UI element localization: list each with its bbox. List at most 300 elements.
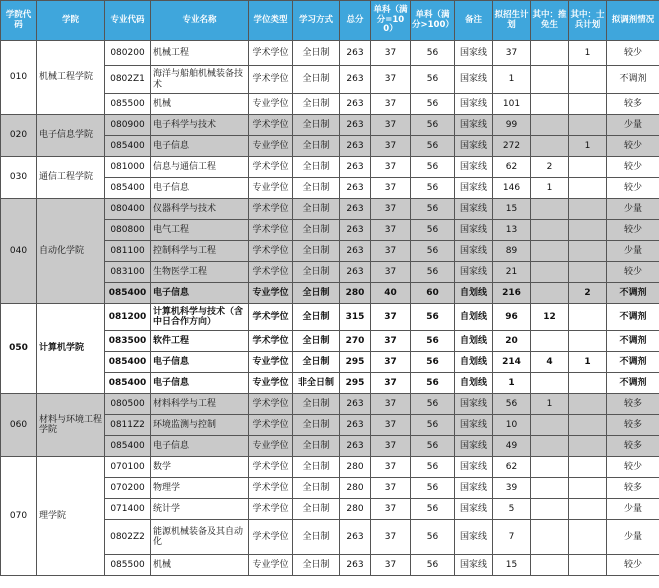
major-name-cell: 仪器科学与技术 bbox=[151, 199, 249, 220]
adjust-status-cell: 较少 bbox=[607, 41, 659, 66]
soldier-count-cell bbox=[569, 499, 607, 520]
major-name-cell: 机械 bbox=[151, 94, 249, 115]
planned-count-cell: 146 bbox=[493, 178, 531, 199]
planned-count-cell: 1 bbox=[493, 66, 531, 94]
major-name-cell: 统计学 bbox=[151, 499, 249, 520]
recommended-count-cell bbox=[531, 520, 569, 555]
recommended-count-cell: 1 bbox=[531, 178, 569, 199]
total-score-cell: 270 bbox=[340, 331, 371, 352]
single-100-score-cell: 37 bbox=[371, 520, 411, 555]
adjust-status-cell: 较少 bbox=[607, 457, 659, 478]
study-mode-cell: 全日制 bbox=[293, 41, 340, 66]
soldier-count-cell bbox=[569, 415, 607, 436]
total-score-cell: 263 bbox=[340, 262, 371, 283]
soldier-count-cell bbox=[569, 373, 607, 394]
planned-count-cell: 216 bbox=[493, 283, 531, 304]
study-mode-cell: 全日制 bbox=[293, 136, 340, 157]
note-cell: 国家线 bbox=[455, 394, 493, 415]
degree-type-cell: 学术学位 bbox=[249, 331, 293, 352]
adjust-status-cell: 不调剂 bbox=[607, 331, 659, 352]
header-college-code: 学院代码 bbox=[1, 1, 37, 41]
recommended-count-cell: 12 bbox=[531, 304, 569, 331]
college-code-cell: 060 bbox=[1, 394, 37, 457]
note-cell: 国家线 bbox=[455, 499, 493, 520]
major-name-cell: 电子信息 bbox=[151, 352, 249, 373]
planned-count-cell: 56 bbox=[493, 394, 531, 415]
adjust-status-cell: 少量 bbox=[607, 520, 659, 555]
study-mode-cell: 全日制 bbox=[293, 178, 340, 199]
major-code-cell: 085400 bbox=[105, 352, 151, 373]
recommended-count-cell bbox=[531, 331, 569, 352]
study-mode-cell: 全日制 bbox=[293, 436, 340, 457]
table-row bbox=[1, 394, 659, 415]
total-score-cell: 263 bbox=[340, 520, 371, 555]
recommended-count-cell bbox=[531, 499, 569, 520]
single-100-score-cell: 37 bbox=[371, 241, 411, 262]
soldier-count-cell bbox=[569, 304, 607, 331]
total-score-cell: 263 bbox=[340, 415, 371, 436]
soldier-count-cell bbox=[569, 157, 607, 178]
single-100-score-cell: 37 bbox=[371, 457, 411, 478]
recommended-count-cell bbox=[531, 373, 569, 394]
planned-count-cell: 39 bbox=[493, 478, 531, 499]
major-name-cell: 机械 bbox=[151, 555, 249, 576]
degree-type-cell: 学术学位 bbox=[249, 66, 293, 94]
study-mode-cell: 全日制 bbox=[293, 262, 340, 283]
study-mode-cell: 全日制 bbox=[293, 199, 340, 220]
single-gt100-score-cell: 56 bbox=[411, 157, 455, 178]
header-college: 学院 bbox=[37, 1, 105, 41]
header-single-100: 单科（满分=100） bbox=[371, 1, 411, 41]
adjust-status-cell: 较少 bbox=[607, 157, 659, 178]
major-name-cell: 海洋与船舶机械装备技术 bbox=[151, 66, 249, 94]
degree-type-cell: 专业学位 bbox=[249, 178, 293, 199]
single-100-score-cell: 37 bbox=[371, 220, 411, 241]
planned-count-cell: 20 bbox=[493, 331, 531, 352]
single-100-score-cell: 37 bbox=[371, 352, 411, 373]
header-adjust: 拟调剂情况 bbox=[607, 1, 659, 41]
recommended-count-cell bbox=[531, 457, 569, 478]
degree-type-cell: 学术学位 bbox=[249, 199, 293, 220]
recommended-count-cell bbox=[531, 66, 569, 94]
soldier-count-cell: 1 bbox=[569, 41, 607, 66]
recommended-count-cell bbox=[531, 262, 569, 283]
planned-count-cell: 99 bbox=[493, 115, 531, 136]
recommended-count-cell bbox=[531, 436, 569, 457]
recommended-count-cell bbox=[531, 415, 569, 436]
single-100-score-cell: 37 bbox=[371, 115, 411, 136]
study-mode-cell: 全日制 bbox=[293, 66, 340, 94]
soldier-count-cell: 2 bbox=[569, 283, 607, 304]
planned-count-cell: 37 bbox=[493, 41, 531, 66]
college-name-cell: 计算机学院 bbox=[37, 304, 105, 394]
note-cell: 自划线 bbox=[455, 373, 493, 394]
total-score-cell: 263 bbox=[340, 394, 371, 415]
major-code-cell: 070100 bbox=[105, 457, 151, 478]
table-body bbox=[1, 41, 659, 576]
single-gt100-score-cell: 56 bbox=[411, 66, 455, 94]
major-code-cell: 081200 bbox=[105, 304, 151, 331]
single-100-score-cell: 37 bbox=[371, 555, 411, 576]
major-code-cell: 083100 bbox=[105, 262, 151, 283]
total-score-cell: 263 bbox=[340, 178, 371, 199]
planned-count-cell: 5 bbox=[493, 499, 531, 520]
major-name-cell: 机械工程 bbox=[151, 41, 249, 66]
table-row bbox=[1, 115, 659, 136]
study-mode-cell: 全日制 bbox=[293, 115, 340, 136]
soldier-count-cell: 1 bbox=[569, 352, 607, 373]
note-cell: 国家线 bbox=[455, 66, 493, 94]
recommended-count-cell bbox=[531, 199, 569, 220]
study-mode-cell: 全日制 bbox=[293, 352, 340, 373]
adjust-status-cell: 较多 bbox=[607, 94, 659, 115]
planned-count-cell: 15 bbox=[493, 555, 531, 576]
single-100-score-cell: 37 bbox=[371, 436, 411, 457]
total-score-cell: 315 bbox=[340, 304, 371, 331]
adjust-status-cell: 较少 bbox=[607, 555, 659, 576]
single-gt100-score-cell: 56 bbox=[411, 94, 455, 115]
single-gt100-score-cell: 56 bbox=[411, 520, 455, 555]
major-code-cell: 0802Z2 bbox=[105, 520, 151, 555]
soldier-count-cell bbox=[569, 331, 607, 352]
single-gt100-score-cell: 56 bbox=[411, 499, 455, 520]
single-gt100-score-cell: 56 bbox=[411, 436, 455, 457]
planned-count-cell: 1 bbox=[493, 373, 531, 394]
major-name-cell: 生物医学工程 bbox=[151, 262, 249, 283]
planned-count-cell: 13 bbox=[493, 220, 531, 241]
study-mode-cell: 全日制 bbox=[293, 457, 340, 478]
single-100-score-cell: 37 bbox=[371, 415, 411, 436]
college-code-cell: 020 bbox=[1, 115, 37, 157]
note-cell: 国家线 bbox=[455, 457, 493, 478]
planned-count-cell: 272 bbox=[493, 136, 531, 157]
adjust-status-cell: 少量 bbox=[607, 199, 659, 220]
degree-type-cell: 学术学位 bbox=[249, 157, 293, 178]
major-code-cell: 085400 bbox=[105, 136, 151, 157]
single-gt100-score-cell: 56 bbox=[411, 352, 455, 373]
degree-type-cell: 学术学位 bbox=[249, 241, 293, 262]
single-gt100-score-cell: 56 bbox=[411, 178, 455, 199]
single-100-score-cell: 40 bbox=[371, 283, 411, 304]
note-cell: 国家线 bbox=[455, 199, 493, 220]
single-100-score-cell: 37 bbox=[371, 66, 411, 94]
study-mode-cell: 全日制 bbox=[293, 241, 340, 262]
header-soldier: 其中：士兵计划 bbox=[569, 1, 607, 41]
study-mode-cell: 全日制 bbox=[293, 157, 340, 178]
single-gt100-score-cell: 56 bbox=[411, 457, 455, 478]
soldier-count-cell bbox=[569, 115, 607, 136]
single-100-score-cell: 37 bbox=[371, 478, 411, 499]
note-cell: 国家线 bbox=[455, 415, 493, 436]
single-gt100-score-cell: 56 bbox=[411, 136, 455, 157]
degree-type-cell: 学术学位 bbox=[249, 520, 293, 555]
adjust-status-cell: 不调剂 bbox=[607, 352, 659, 373]
study-mode-cell: 非全日制 bbox=[293, 373, 340, 394]
soldier-count-cell bbox=[569, 478, 607, 499]
soldier-count-cell bbox=[569, 66, 607, 94]
recommended-count-cell: 4 bbox=[531, 352, 569, 373]
college-name-cell: 通信工程学院 bbox=[37, 157, 105, 199]
major-name-cell: 电子信息 bbox=[151, 178, 249, 199]
major-code-cell: 085400 bbox=[105, 178, 151, 199]
planned-count-cell: 214 bbox=[493, 352, 531, 373]
note-cell: 国家线 bbox=[455, 220, 493, 241]
study-mode-cell: 全日制 bbox=[293, 499, 340, 520]
header-row bbox=[1, 1, 659, 41]
major-code-cell: 070200 bbox=[105, 478, 151, 499]
soldier-count-cell bbox=[569, 241, 607, 262]
degree-type-cell: 专业学位 bbox=[249, 373, 293, 394]
college-code-cell: 040 bbox=[1, 199, 37, 304]
single-100-score-cell: 37 bbox=[371, 136, 411, 157]
note-cell: 国家线 bbox=[455, 41, 493, 66]
major-code-cell: 081000 bbox=[105, 157, 151, 178]
note-cell: 国家线 bbox=[455, 178, 493, 199]
soldier-count-cell bbox=[569, 555, 607, 576]
planned-count-cell: 62 bbox=[493, 157, 531, 178]
college-code-cell: 010 bbox=[1, 41, 37, 115]
study-mode-cell: 全日制 bbox=[293, 283, 340, 304]
recommended-count-cell bbox=[531, 41, 569, 66]
degree-type-cell: 专业学位 bbox=[249, 555, 293, 576]
adjust-status-cell: 较多 bbox=[607, 436, 659, 457]
adjust-status-cell: 较少 bbox=[607, 136, 659, 157]
adjust-status-cell: 少量 bbox=[607, 241, 659, 262]
study-mode-cell: 全日制 bbox=[293, 415, 340, 436]
planned-count-cell: 62 bbox=[493, 457, 531, 478]
adjust-status-cell: 较少 bbox=[607, 262, 659, 283]
major-name-cell: 电子信息 bbox=[151, 136, 249, 157]
total-score-cell: 263 bbox=[340, 136, 371, 157]
soldier-count-cell bbox=[569, 94, 607, 115]
recommended-count-cell bbox=[531, 283, 569, 304]
table-row bbox=[1, 199, 659, 220]
total-score-cell: 280 bbox=[340, 478, 371, 499]
college-name-cell: 材料与环境工程学院 bbox=[37, 394, 105, 457]
major-name-cell: 计算机科学与技术（含中日合作方向） bbox=[151, 304, 249, 331]
single-gt100-score-cell: 56 bbox=[411, 415, 455, 436]
major-name-cell: 电气工程 bbox=[151, 220, 249, 241]
major-code-cell: 085400 bbox=[105, 436, 151, 457]
major-code-cell: 083500 bbox=[105, 331, 151, 352]
study-mode-cell: 全日制 bbox=[293, 394, 340, 415]
degree-type-cell: 学术学位 bbox=[249, 499, 293, 520]
header-note: 备注 bbox=[455, 1, 493, 41]
degree-type-cell: 学术学位 bbox=[249, 457, 293, 478]
note-cell: 国家线 bbox=[455, 136, 493, 157]
recommended-count-cell bbox=[531, 555, 569, 576]
single-gt100-score-cell: 56 bbox=[411, 262, 455, 283]
header-single-gt100: 单科（满分>100） bbox=[411, 1, 455, 41]
major-code-cell: 071400 bbox=[105, 499, 151, 520]
total-score-cell: 263 bbox=[340, 41, 371, 66]
college-code-cell: 050 bbox=[1, 304, 37, 394]
single-100-score-cell: 37 bbox=[371, 499, 411, 520]
degree-type-cell: 学术学位 bbox=[249, 220, 293, 241]
single-gt100-score-cell: 56 bbox=[411, 373, 455, 394]
recommended-count-cell bbox=[531, 241, 569, 262]
single-gt100-score-cell: 56 bbox=[411, 220, 455, 241]
major-code-cell: 080800 bbox=[105, 220, 151, 241]
total-score-cell: 263 bbox=[340, 436, 371, 457]
recommended-count-cell bbox=[531, 478, 569, 499]
study-mode-cell: 全日制 bbox=[293, 94, 340, 115]
adjust-status-cell: 较少 bbox=[607, 220, 659, 241]
major-name-cell: 信息与通信工程 bbox=[151, 157, 249, 178]
major-code-cell: 085500 bbox=[105, 94, 151, 115]
major-name-cell: 能源机械装备及其自动化 bbox=[151, 520, 249, 555]
single-gt100-score-cell: 56 bbox=[411, 394, 455, 415]
single-gt100-score-cell: 56 bbox=[411, 331, 455, 352]
study-mode-cell: 全日制 bbox=[293, 555, 340, 576]
college-code-cell: 030 bbox=[1, 157, 37, 199]
total-score-cell: 263 bbox=[340, 66, 371, 94]
degree-type-cell: 专业学位 bbox=[249, 352, 293, 373]
degree-type-cell: 学术学位 bbox=[249, 304, 293, 331]
single-gt100-score-cell: 60 bbox=[411, 283, 455, 304]
total-score-cell: 263 bbox=[340, 115, 371, 136]
study-mode-cell: 全日制 bbox=[293, 331, 340, 352]
single-gt100-score-cell: 56 bbox=[411, 115, 455, 136]
single-gt100-score-cell: 56 bbox=[411, 241, 455, 262]
single-100-score-cell: 37 bbox=[371, 199, 411, 220]
adjust-status-cell: 较多 bbox=[607, 394, 659, 415]
total-score-cell: 263 bbox=[340, 241, 371, 262]
total-score-cell: 263 bbox=[340, 220, 371, 241]
single-100-score-cell: 37 bbox=[371, 178, 411, 199]
total-score-cell: 280 bbox=[340, 499, 371, 520]
major-name-cell: 环境监测与控制 bbox=[151, 415, 249, 436]
header-major-name: 专业名称 bbox=[151, 1, 249, 41]
soldier-count-cell bbox=[569, 199, 607, 220]
single-100-score-cell: 37 bbox=[371, 157, 411, 178]
soldier-count-cell bbox=[569, 262, 607, 283]
college-name-cell: 自动化学院 bbox=[37, 199, 105, 304]
major-name-cell: 材料科学与工程 bbox=[151, 394, 249, 415]
degree-type-cell: 学术学位 bbox=[249, 478, 293, 499]
note-cell: 国家线 bbox=[455, 555, 493, 576]
major-code-cell: 085400 bbox=[105, 283, 151, 304]
note-cell: 国家线 bbox=[455, 436, 493, 457]
college-name-cell: 电子信息学院 bbox=[37, 115, 105, 157]
note-cell: 自划线 bbox=[455, 352, 493, 373]
degree-type-cell: 学术学位 bbox=[249, 394, 293, 415]
degree-type-cell: 专业学位 bbox=[249, 436, 293, 457]
single-gt100-score-cell: 56 bbox=[411, 41, 455, 66]
soldier-count-cell bbox=[569, 220, 607, 241]
total-score-cell: 263 bbox=[340, 94, 371, 115]
study-mode-cell: 全日制 bbox=[293, 220, 340, 241]
recommended-count-cell bbox=[531, 220, 569, 241]
major-code-cell: 0802Z1 bbox=[105, 66, 151, 94]
study-mode-cell: 全日制 bbox=[293, 520, 340, 555]
total-score-cell: 263 bbox=[340, 555, 371, 576]
single-gt100-score-cell: 56 bbox=[411, 555, 455, 576]
table-row bbox=[1, 304, 659, 331]
header-recommended: 其中：推免生 bbox=[531, 1, 569, 41]
single-100-score-cell: 37 bbox=[371, 394, 411, 415]
degree-type-cell: 学术学位 bbox=[249, 415, 293, 436]
total-score-cell: 295 bbox=[340, 352, 371, 373]
study-mode-cell: 全日制 bbox=[293, 304, 340, 331]
note-cell: 国家线 bbox=[455, 241, 493, 262]
soldier-count-cell: 1 bbox=[569, 136, 607, 157]
adjust-status-cell: 较多 bbox=[607, 415, 659, 436]
note-cell: 国家线 bbox=[455, 115, 493, 136]
note-cell: 国家线 bbox=[455, 520, 493, 555]
adjust-status-cell: 不调剂 bbox=[607, 373, 659, 394]
planned-count-cell: 7 bbox=[493, 520, 531, 555]
major-code-cell: 080900 bbox=[105, 115, 151, 136]
major-code-cell: 085400 bbox=[105, 373, 151, 394]
planned-count-cell: 10 bbox=[493, 415, 531, 436]
major-name-cell: 控制科学与工程 bbox=[151, 241, 249, 262]
single-100-score-cell: 37 bbox=[371, 41, 411, 66]
adjust-status-cell: 较多 bbox=[607, 478, 659, 499]
major-code-cell: 085500 bbox=[105, 555, 151, 576]
table-row bbox=[1, 457, 659, 478]
header-planned: 拟招生计划 bbox=[493, 1, 531, 41]
header-degree-type: 学位类型 bbox=[249, 1, 293, 41]
total-score-cell: 280 bbox=[340, 283, 371, 304]
study-mode-cell: 全日制 bbox=[293, 478, 340, 499]
planned-count-cell: 96 bbox=[493, 304, 531, 331]
soldier-count-cell bbox=[569, 520, 607, 555]
soldier-count-cell bbox=[569, 394, 607, 415]
planned-count-cell: 21 bbox=[493, 262, 531, 283]
major-name-cell: 物理学 bbox=[151, 478, 249, 499]
planned-count-cell: 15 bbox=[493, 199, 531, 220]
major-name-cell: 数学 bbox=[151, 457, 249, 478]
note-cell: 国家线 bbox=[455, 478, 493, 499]
degree-type-cell: 学术学位 bbox=[249, 262, 293, 283]
single-100-score-cell: 37 bbox=[371, 373, 411, 394]
college-name-cell: 理学院 bbox=[37, 457, 105, 576]
header-study-mode: 学习方式 bbox=[293, 1, 340, 41]
degree-type-cell: 专业学位 bbox=[249, 283, 293, 304]
adjust-status-cell: 不调剂 bbox=[607, 66, 659, 94]
adjust-status-cell: 较少 bbox=[607, 178, 659, 199]
header-major-code: 专业代码 bbox=[105, 1, 151, 41]
soldier-count-cell bbox=[569, 178, 607, 199]
single-gt100-score-cell: 56 bbox=[411, 199, 455, 220]
major-code-cell: 0811Z2 bbox=[105, 415, 151, 436]
total-score-cell: 263 bbox=[340, 199, 371, 220]
major-name-cell: 电子信息 bbox=[151, 283, 249, 304]
major-code-cell: 080500 bbox=[105, 394, 151, 415]
single-100-score-cell: 37 bbox=[371, 94, 411, 115]
total-score-cell: 280 bbox=[340, 457, 371, 478]
header-total: 总分 bbox=[340, 1, 371, 41]
adjust-status-cell: 少量 bbox=[607, 499, 659, 520]
major-code-cell: 081100 bbox=[105, 241, 151, 262]
adjust-status-cell: 少量 bbox=[607, 115, 659, 136]
degree-type-cell: 专业学位 bbox=[249, 94, 293, 115]
major-name-cell: 电子信息 bbox=[151, 373, 249, 394]
soldier-count-cell bbox=[569, 457, 607, 478]
note-cell: 自划线 bbox=[455, 304, 493, 331]
total-score-cell: 295 bbox=[340, 373, 371, 394]
note-cell: 国家线 bbox=[455, 157, 493, 178]
soldier-count-cell bbox=[569, 436, 607, 457]
total-score-cell: 263 bbox=[340, 157, 371, 178]
major-name-cell: 电子科学与技术 bbox=[151, 115, 249, 136]
table-row bbox=[1, 157, 659, 178]
single-gt100-score-cell: 56 bbox=[411, 478, 455, 499]
single-100-score-cell: 37 bbox=[371, 331, 411, 352]
degree-type-cell: 学术学位 bbox=[249, 41, 293, 66]
note-cell: 自划线 bbox=[455, 283, 493, 304]
